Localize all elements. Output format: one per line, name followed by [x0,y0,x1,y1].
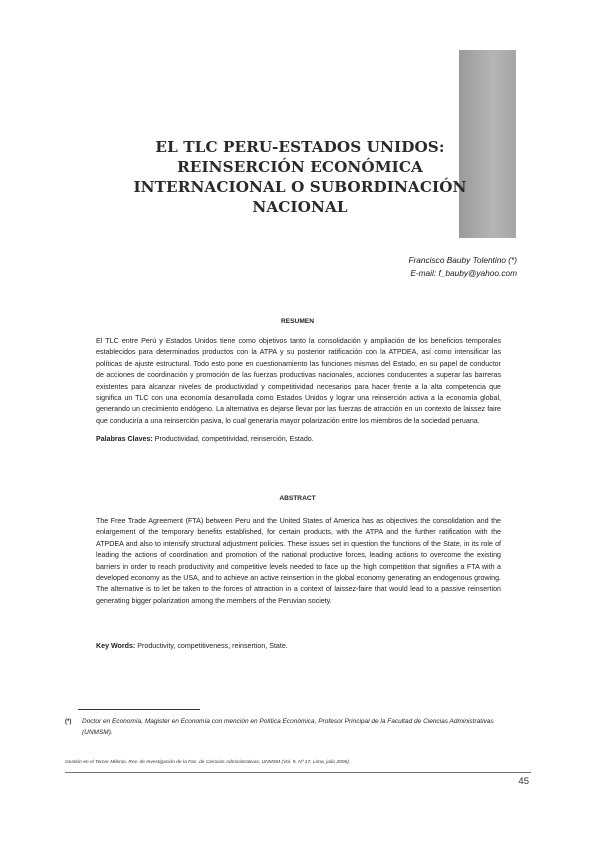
keywords-value: Productividad, competitividad, reinserción, Estado. [154,435,314,443]
footer-rule [65,772,531,773]
author-email: E-mail: f_bauby@yahoo.com [410,268,517,278]
footnote [65,717,525,738]
abstract-heading: ABSTRACT [279,495,316,502]
keywords-label: Key Words: [96,642,136,650]
resumen-text: El TLC entre Perú y Estados Unidos tiene como objetivos tanto la consolidación y ampliación de los beneficios temporales establecidos para determinados productos con la ATPA y su posterior ratificación con la ATPDEA, así como intensificar las políticas de ajuste estructural. Todo esto pone en cuestionamiento las funciones mismas del Estado, en su papel de conductor de acciones de coordinación y promoción de las fuerzas productivas nacionales, acciones conducentes a superar las barreras existentes para alcanzar niveles de productividad y competitividad necesarios para hacer frente a la alta competencia que significa un TLC con una economía desarrollada como Estados Unidos y lograr una reinserción activa a la economía global, generando un crecimiento endógeno. La alternativa es dejarse llevar por las fuerzas de atracción en un contexto de laissez faire que conduciría a una reinserción pasiva, lo cual generaría mayor polarización entre los miembros de la sociedad peruana. [96,337,501,425]
journal-citation: Gestión en el Tercer Milenio, Rev. de Investigación de la Fac. de Ciencias Administrativas, UNMSM (Vol. 9, Nº 17, Lima, julio 2006). [65,760,351,765]
resumen-heading: RESUMEN [281,318,314,325]
author-block [408,254,517,280]
page-number: 45 [518,776,529,787]
footnote-mark: (*) [65,719,72,725]
title-line: NACIONAL [252,198,348,216]
keywords-value: Productivity, competitiveness, reinsertion, State. [137,642,288,650]
title-line: EL TLC PERU-ESTADOS UNIDOS: [155,138,445,156]
keywords-label: Palabras Claves: [96,435,153,443]
title-line: REINSERCIÓN ECONÓMICA [177,158,423,176]
title-line: INTERNACIONAL O SUBORDINACIÓN [133,178,467,196]
author-name: Francisco Bauby Tolentino (*) [408,255,517,265]
abstract-keywords [96,641,501,652]
resumen-keywords [96,434,501,445]
footnote-text: Doctor en Economía, Magister en Economía con mención en Política Económica, Profesor Principal de la Facultad de Ciencias Administrativas (UNMSM). [82,718,494,736]
footnote-rule [78,709,200,710]
article-title [100,137,500,217]
abstract-text: The Free Trade Agreement (FTA) between Peru and the United States of America has as objectives the consolidation and the enlargement of the temporary benefits established, for certain products, with the ATPA and the further ratification with the ATPDEA and also to intensify structural adjustment policies. These issues set in question the functions of the State, in its role of leading the actions of coordination and promotion of the national productive forces, leading actions to overcome the existing barriers in order to reach productivity and competitive levels needed to face up the high competition that signifies a FTA with a developed economy as the USA, and to achieve an active reinsertion in the global economy generating an endogenous growing. The alternative is to let be taken to the forces of attraction in a context of laissez-faire that would lead to a passive reinsertion generating bigger polarization among the members of the Peruvian society. [96,517,501,605]
